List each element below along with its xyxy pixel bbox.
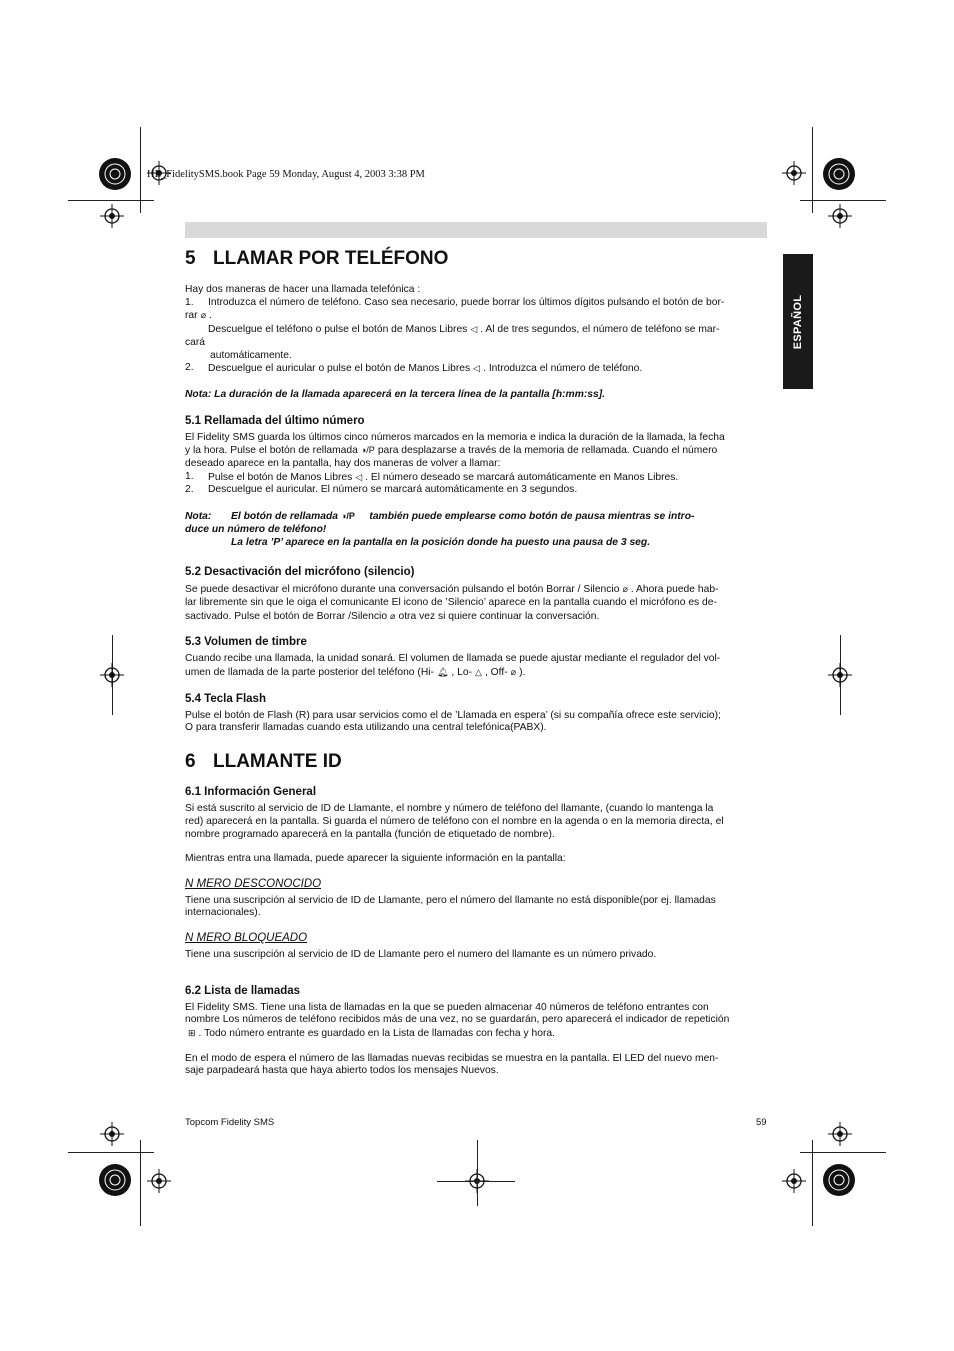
mute-icon: ⌀ <box>200 310 207 321</box>
bell-high-icon: 🔔︎ <box>436 667 449 678</box>
paragraph-line: nombre Los números de teléfono recibidos más de una vez, no se guardarán, pero aparecerá el indicador de repetición <box>185 1014 730 1026</box>
book-info-line: HL_FidelitySMS.book Page 59 Monday, August 4, 2003 3:38 PM <box>147 169 425 180</box>
display-message-label: N MERO BLOQUEADO <box>185 932 308 945</box>
subsection-heading: 6.2 Lista de llamadas <box>185 984 301 997</box>
paragraph-line: umen de llamada de la parte posterior del teléfono (Hi- 🔔︎ , Lo- △ , Off- ⌀ ). <box>185 667 526 679</box>
registration-target-icon <box>98 1163 132 1197</box>
paragraph-line: lar libremente sin que le oiga el comunicante El icono de ’Silencio’ aparece en la pantalla cuando el micrófono es de- <box>185 596 717 608</box>
redial-icon: ◑/P <box>341 511 355 522</box>
bell-low-icon: △ <box>475 667 482 678</box>
section-6-heading: 6 LLAMANTE ID <box>185 751 342 773</box>
paragraph-line: El Fidelity SMS guarda los últimos cinco números marcados en la memoria e indica la duración de la llamada, la fecha <box>185 431 725 443</box>
section-5-heading: 5 LLAMAR POR TELÉFONO <box>185 248 449 269</box>
display-message-label: N MERO DESCONOCIDO <box>185 877 322 890</box>
paragraph-line: nombre programado aparecerá en la pantalla (función de etiquetado de nombre). <box>185 828 555 840</box>
paragraph-line: internacionales). <box>185 907 261 919</box>
crop-mark <box>800 200 886 201</box>
page-content <box>185 244 767 1078</box>
crop-mark <box>437 1181 515 1182</box>
paragraph-line: Se puede desactivar el micrófono durante una conversación pulsando el botón Borrar / Silencio ⌀ . Ahora puede hab- <box>185 584 719 596</box>
paragraph-line: Cuando recibe una llamada, la unidad sonará. El volumen de llamada se puede ajustar mediante el regulador del vol- <box>185 653 721 665</box>
list-item: 1. Introduzca el número de teléfono. Caso sea necesario, puede borrar los últimos dígitos pulsando el botón de bor- <box>185 296 725 308</box>
note-text: duce un número de teléfono! <box>185 523 327 535</box>
registration-target-icon <box>98 157 132 191</box>
crosshair-icon <box>100 663 124 687</box>
repeat-indicator-icon: ⊞ <box>188 1027 196 1038</box>
language-tab-label: ESPAÑOL <box>792 294 804 349</box>
crosshair-icon <box>828 204 852 228</box>
crop-mark <box>800 1152 886 1153</box>
list-item: 2. Descuelgue el auricular. El número se marcará automáticamente en 3 segundos. <box>185 484 578 496</box>
mute-icon: ⌀ <box>622 584 628 595</box>
paragraph-line: En el modo de espera el número de las llamadas nuevas recibidas se muestra en la pantalla. El LED del nuevo men- <box>185 1052 719 1064</box>
note-text: La letra ’P’ aparece en la pantalla en la posición donde ha puesto una pausa de 3 seg. <box>231 536 651 548</box>
crosshair-icon <box>828 1122 852 1146</box>
intro-text: Hay dos maneras de hacer una llamada telefónica : <box>185 284 421 295</box>
crosshair-icon <box>100 1122 124 1146</box>
subsection-heading: 5.4 Tecla Flash <box>185 692 266 705</box>
crop-mark <box>68 1152 154 1153</box>
crop-mark <box>477 1140 478 1206</box>
list-item: 2. Descuelgue el auricular o pulse el botón de Manos Libres ◁ . Introduzca el número de teléfono. <box>185 362 643 375</box>
bell-off-icon: ⌀ <box>510 667 517 678</box>
note-text: Nota: El botón de rellamada ◑/P también puede emplearse como botón de pausa mientras se intro- <box>185 511 695 523</box>
crop-mark <box>68 200 154 201</box>
speaker-icon: ◁ <box>470 324 478 335</box>
crosshair-icon <box>100 204 124 228</box>
header-bar <box>185 222 767 238</box>
paragraph-line: saje parpadeará hasta que haya abierto todos los mensajes Nuevos. <box>185 1065 499 1077</box>
crosshair-icon <box>782 161 806 185</box>
paragraph-line: y la hora. Pulse el botón de rellamada ◑/P para desplazarse a través de la memoria de rellamada. Cuando el número <box>185 445 718 457</box>
registration-target-icon <box>822 1163 856 1197</box>
redial-icon: ◑/P <box>360 445 375 456</box>
paragraph-line: Si está suscrito al servicio de ID de Llamante, el nombre y número de teléfono del llamante, (cuando lo mantenga la <box>185 803 714 815</box>
paragraph-line: O para transferir llamadas cuando esta utilizando una central telefónica(PABX). <box>185 722 547 734</box>
list-item-cont: cará <box>185 336 206 348</box>
crosshair-icon <box>782 1169 806 1193</box>
crosshair-icon <box>147 1169 171 1193</box>
paragraph-line: Tiene una suscripción al servicio de ID de Llamante pero el numero del llamante es un número privado. <box>185 948 657 960</box>
page-number: 59 <box>756 1117 767 1128</box>
paragraph-line: ⊞ . Todo número entrante es guardado en la Lista de llamadas con fecha y hora. <box>188 1027 555 1039</box>
speaker-icon: ◁ <box>355 471 363 482</box>
subsection-heading: 6.1 Información General <box>185 786 317 799</box>
subsection-heading: 5.2 Desactivación del micrófono (silencio) <box>185 566 415 579</box>
subsection-heading: 5.1 Rellamada del último número <box>185 414 365 427</box>
paragraph-line: Tiene una suscripción al servicio de ID de Llamante, pero el número del llamante no está disponible(por ej. llamadas <box>185 894 716 906</box>
crosshair-icon <box>828 663 852 687</box>
subsection-heading: 5.3 Volumen de timbre <box>185 636 307 649</box>
paragraph-line: El Fidelity SMS. Tiene una lista de llamadas en la que se pueden almacenar 40 números de teléfono entrantes con <box>185 1001 709 1013</box>
list-item: 1. Pulse el botón de Manos Libres ◁ . El número deseado se marcará automáticamente en Manos Libres. <box>185 470 679 483</box>
paragraph-line: deseado aparece en la pantalla, hay dos maneras de volver a llamar: <box>185 458 501 470</box>
list-item-cont: rar ⌀ . <box>185 310 212 322</box>
registration-target-icon <box>822 157 856 191</box>
paragraph-line: sactivado. Pulse el botón de Borrar /Silencio ⌀ otra vez si quiere continuar la conversación. <box>185 610 600 622</box>
list-item-cont: Descuelgue el teléfono o pulse el botón de Manos Libres ◁ . Al de tres segundos, el número de teléfono se mar- <box>208 324 720 336</box>
paragraph-line: red) aparecerá en la pantalla. Si guarda el número de teléfono con el nombre en la agenda o en la memoria directa, el <box>185 815 724 827</box>
speaker-icon: ◁ <box>473 363 481 374</box>
list-item-cont: automáticamente. <box>210 349 292 361</box>
footer-product: Topcom Fidelity SMS <box>185 1117 275 1128</box>
language-tab <box>783 254 813 389</box>
note-text: Nota: La duración de la llamada aparecerá en la tercera línea de la pantalla [h:mm:ss]. <box>185 388 606 400</box>
paragraph-line: Mientras entra una llamada, puede aparecer la siguiente información en la pantalla: <box>185 853 566 865</box>
paragraph-line: Pulse el botón de Flash (R) para usar servicios como el de ’Llamada en espera’ (si su compañía ofrece este servicio); <box>185 709 721 721</box>
mute-icon: ⌀ <box>390 610 396 621</box>
